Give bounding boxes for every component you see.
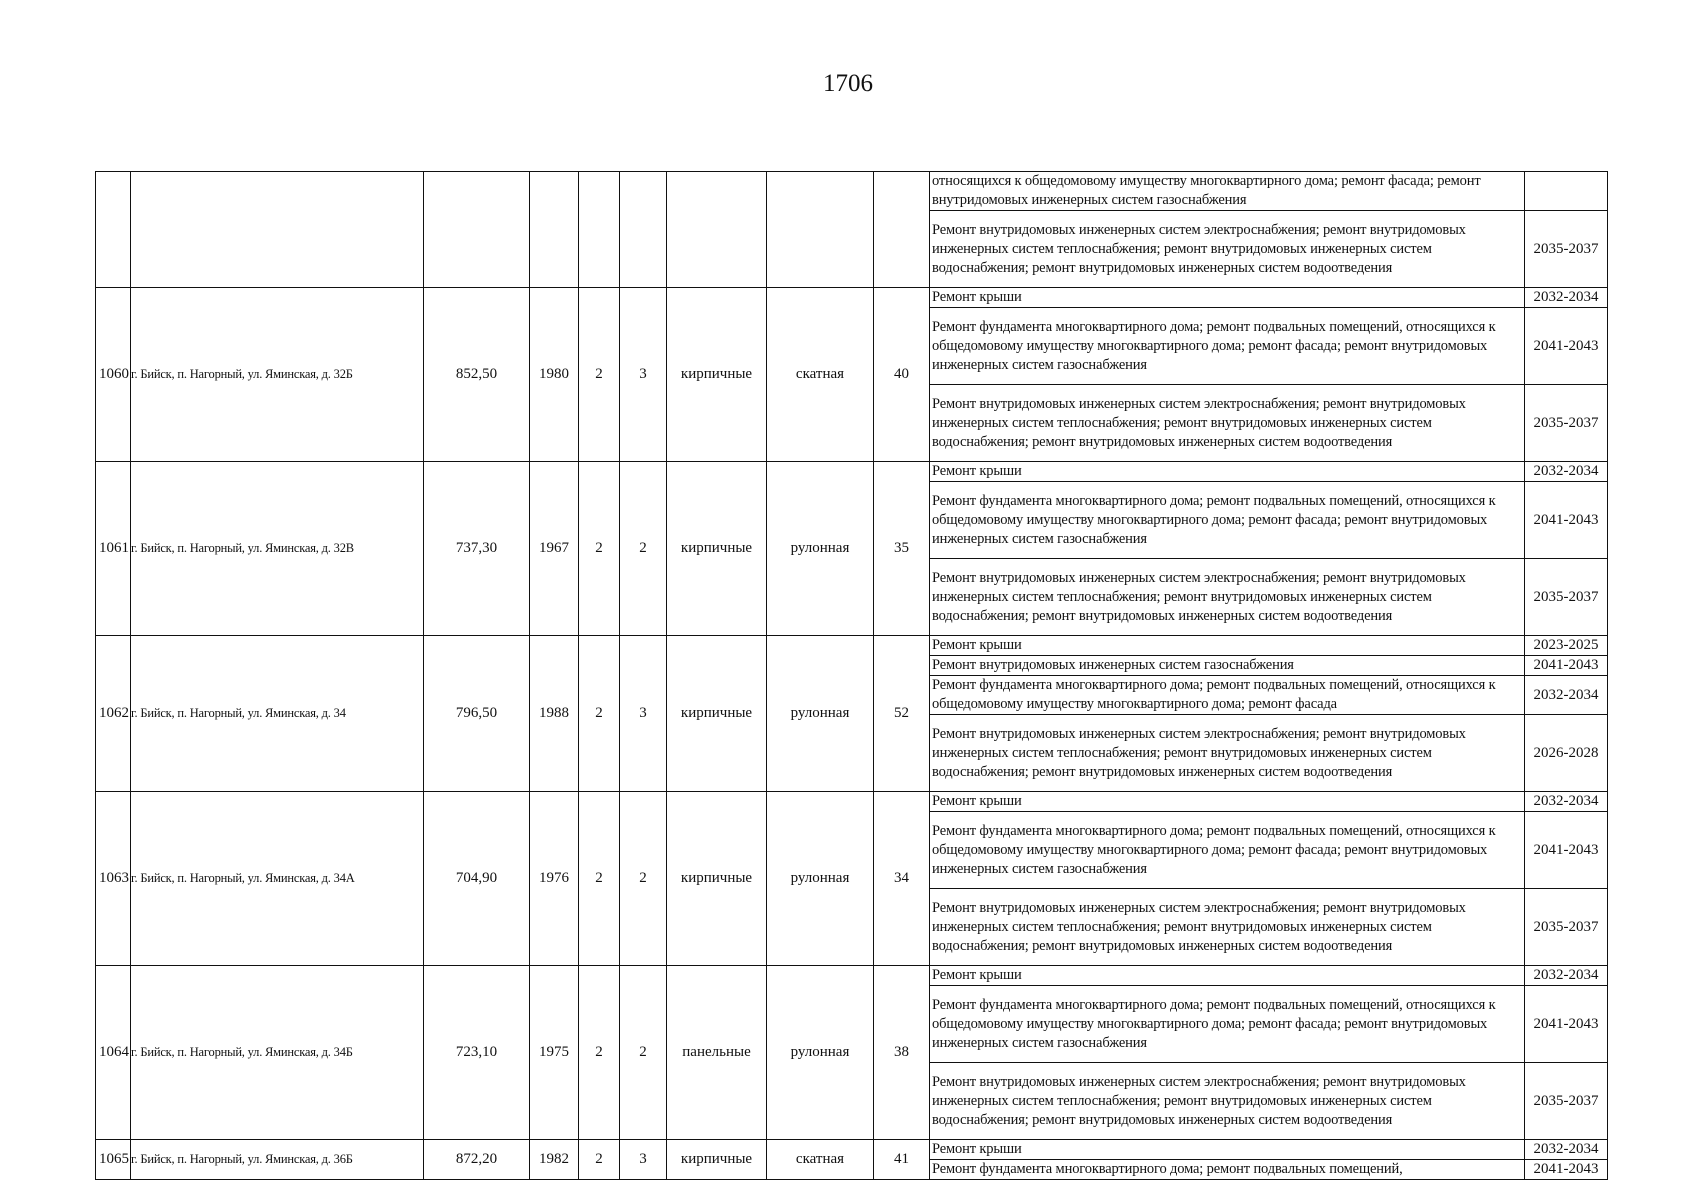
area-cell: 872,20 — [424, 1140, 530, 1180]
service-life-cell: 35 — [874, 462, 930, 636]
work-type-cell: Ремонт фундамента многоквартирного дома; ремонт подвальных помещений, относящихся к общедомовому имуществу многоквартирного дома; ремонт фасада — [930, 676, 1525, 715]
table-row — [96, 1140, 1608, 1160]
work-type-cell: Ремонт крыши — [930, 966, 1525, 986]
area-cell: 723,10 — [424, 966, 530, 1140]
house-number-cell: 1060 — [96, 288, 131, 462]
area-cell: 704,90 — [424, 792, 530, 966]
period-cell: 2035-2037 — [1525, 1063, 1608, 1140]
roof-type-cell: скатная — [767, 288, 874, 462]
wall-material-cell: кирпичные — [667, 462, 767, 636]
period-cell: 2041-2043 — [1525, 308, 1608, 385]
address-cell: г. Бийск, п. Нагорный, ул. Яминская, д. 36Б — [131, 1140, 424, 1180]
floors-cell: 2 — [579, 1140, 620, 1180]
year-built-cell: 1980 — [530, 288, 579, 462]
area-cell: 737,30 — [424, 462, 530, 636]
house-number-cell: 1064 — [96, 966, 131, 1140]
empty-cell — [424, 172, 530, 288]
period-cell: 2032-2034 — [1525, 1140, 1608, 1160]
period-cell: 2032-2034 — [1525, 792, 1608, 812]
roof-type-cell: рулонная — [767, 462, 874, 636]
year-built-cell: 1982 — [530, 1140, 579, 1180]
period-cell: 2032-2034 — [1525, 966, 1608, 986]
table-row — [96, 288, 1608, 308]
table-row — [96, 636, 1608, 656]
work-type-cell: Ремонт фундамента многоквартирного дома; ремонт подвальных помещений, — [930, 1160, 1525, 1180]
service-life-cell: 41 — [874, 1140, 930, 1180]
work-type-cell: Ремонт внутридомовых инженерных систем электроснабжения; ремонт внутридомовых инженерных систем теплоснабжения; ремонт внутридомовых инженерных систем водоснабжения; ремонт внутридомовых инженерных систем водоотведения — [930, 559, 1525, 636]
period-cell: 2041-2043 — [1525, 656, 1608, 676]
wall-material-cell: кирпичные — [667, 1140, 767, 1180]
empty-cell — [579, 172, 620, 288]
house-number-cell: 1062 — [96, 636, 131, 792]
work-type-cell: Ремонт фундамента многоквартирного дома; ремонт подвальных помещений, относящихся к общедомовому имуществу многоквартирного дома; ремонт фасада; ремонт внутридомовых инженерных систем газоснабжения — [930, 812, 1525, 889]
period-cell: 2035-2037 — [1525, 889, 1608, 966]
entrances-cell: 2 — [620, 462, 667, 636]
service-life-cell: 38 — [874, 966, 930, 1140]
work-type-cell: Ремонт внутридомовых инженерных систем газоснабжения — [930, 656, 1525, 676]
service-life-cell: 34 — [874, 792, 930, 966]
year-built-cell: 1988 — [530, 636, 579, 792]
work-type-cell: Ремонт фундамента многоквартирного дома; ремонт подвальных помещений, относящихся к общедомовому имуществу многоквартирного дома; ремонт фасада; ремонт внутридомовых инженерных систем газоснабжения — [930, 308, 1525, 385]
page-number: 1706 — [823, 70, 873, 97]
work-type-cell: Ремонт крыши — [930, 636, 1525, 656]
floors-cell: 2 — [579, 792, 620, 966]
roof-type-cell: скатная — [767, 1140, 874, 1180]
work-type-cell: Ремонт внутридомовых инженерных систем электроснабжения; ремонт внутридомовых инженерных систем теплоснабжения; ремонт внутридомовых инженерных систем водоснабжения; ремонт внутридомовых инженерных систем водоотведения — [930, 889, 1525, 966]
house-number-cell: 1065 — [96, 1140, 131, 1180]
service-life-cell: 40 — [874, 288, 930, 462]
floors-cell: 2 — [579, 462, 620, 636]
year-built-cell: 1967 — [530, 462, 579, 636]
period-cell: 2032-2034 — [1525, 676, 1608, 715]
year-built-cell: 1975 — [530, 966, 579, 1140]
period-cell: 2023-2025 — [1525, 636, 1608, 656]
table-body — [96, 172, 1608, 1180]
table-row — [96, 462, 1608, 482]
period-cell: 2035-2037 — [1525, 559, 1608, 636]
table-row — [96, 792, 1608, 812]
entrances-cell: 2 — [620, 966, 667, 1140]
address-cell: г. Бийск, п. Нагорный, ул. Яминская, д. 32В — [131, 462, 424, 636]
entrances-cell: 2 — [620, 792, 667, 966]
period-cell: 2026-2028 — [1525, 715, 1608, 792]
period-cell: 2032-2034 — [1525, 462, 1608, 482]
period-cell — [1525, 172, 1608, 211]
wall-material-cell: кирпичные — [667, 288, 767, 462]
period-cell: 2041-2043 — [1525, 1160, 1608, 1180]
address-cell: г. Бийск, п. Нагорный, ул. Яминская, д. 32Б — [131, 288, 424, 462]
roof-type-cell: рулонная — [767, 636, 874, 792]
wall-material-cell: панельные — [667, 966, 767, 1140]
work-type-cell: Ремонт крыши — [930, 288, 1525, 308]
floors-cell: 2 — [579, 636, 620, 792]
work-type-cell: Ремонт крыши — [930, 792, 1525, 812]
entrances-cell: 3 — [620, 1140, 667, 1180]
empty-cell — [131, 172, 424, 288]
work-type-cell: Ремонт фундамента многоквартирного дома; ремонт подвальных помещений, относящихся к общедомовому имуществу многоквартирного дома; ремонт фасада; ремонт внутридомовых инженерных систем газоснабжения — [930, 482, 1525, 559]
work-type-cell: Ремонт внутридомовых инженерных систем электроснабжения; ремонт внутридомовых инженерных систем теплоснабжения; ремонт внутридомовых инженерных систем водоснабжения; ремонт внутридомовых инженерных систем водоотведения — [930, 211, 1525, 288]
period-cell: 2035-2037 — [1525, 385, 1608, 462]
house-number-cell: 1063 — [96, 792, 131, 966]
empty-cell — [620, 172, 667, 288]
entrances-cell: 3 — [620, 288, 667, 462]
period-cell: 2032-2034 — [1525, 288, 1608, 308]
empty-cell — [874, 172, 930, 288]
wall-material-cell: кирпичные — [667, 636, 767, 792]
entrances-cell: 3 — [620, 636, 667, 792]
address-cell: г. Бийск, п. Нагорный, ул. Яминская, д. 34Б — [131, 966, 424, 1140]
empty-cell — [767, 172, 874, 288]
period-cell: 2035-2037 — [1525, 211, 1608, 288]
period-cell: 2041-2043 — [1525, 812, 1608, 889]
empty-cell — [530, 172, 579, 288]
work-type-cell: Ремонт внутридомовых инженерных систем электроснабжения; ремонт внутридомовых инженерных систем теплоснабжения; ремонт внутридомовых инженерных систем водоснабжения; ремонт внутридомовых инженерных систем водоотведения — [930, 1063, 1525, 1140]
table-row — [96, 966, 1608, 986]
table-row — [96, 172, 1608, 211]
period-cell: 2041-2043 — [1525, 482, 1608, 559]
work-type-cell: Ремонт фундамента многоквартирного дома; ремонт подвальных помещений, относящихся к общедомовому имуществу многоквартирного дома; ремонт фасада; ремонт внутридомовых инженерных систем газоснабжения — [930, 986, 1525, 1063]
house-number-cell: 1061 — [96, 462, 131, 636]
roof-type-cell: рулонная — [767, 966, 874, 1140]
address-cell: г. Бийск, п. Нагорный, ул. Яминская, д. 34А — [131, 792, 424, 966]
service-life-cell: 52 — [874, 636, 930, 792]
floors-cell: 2 — [579, 966, 620, 1140]
floors-cell: 2 — [579, 288, 620, 462]
empty-cell — [667, 172, 767, 288]
period-cell: 2041-2043 — [1525, 986, 1608, 1063]
wall-material-cell: кирпичные — [667, 792, 767, 966]
work-type-cell: Ремонт внутридомовых инженерных систем электроснабжения; ремонт внутридомовых инженерных систем теплоснабжения; ремонт внутридомовых инженерных систем водоснабжения; ремонт внутридомовых инженерных систем водоотведения — [930, 385, 1525, 462]
empty-cell — [96, 172, 131, 288]
work-type-cell: Ремонт крыши — [930, 462, 1525, 482]
work-type-cell: Ремонт крыши — [930, 1140, 1525, 1160]
address-cell: г. Бийск, п. Нагорный, ул. Яминская, д. 34 — [131, 636, 424, 792]
area-cell: 852,50 — [424, 288, 530, 462]
roof-type-cell: рулонная — [767, 792, 874, 966]
area-cell: 796,50 — [424, 636, 530, 792]
capital-repair-table — [95, 171, 1608, 1180]
work-type-cell: относящихся к общедомовому имуществу многоквартирного дома; ремонт фасада; ремонт внутридомовых инженерных систем газоснабжения — [930, 172, 1525, 211]
year-built-cell: 1976 — [530, 792, 579, 966]
work-type-cell: Ремонт внутридомовых инженерных систем электроснабжения; ремонт внутридомовых инженерных систем теплоснабжения; ремонт внутридомовых инженерных систем водоснабжения; ремонт внутридомовых инженерных систем водоотведения — [930, 715, 1525, 792]
